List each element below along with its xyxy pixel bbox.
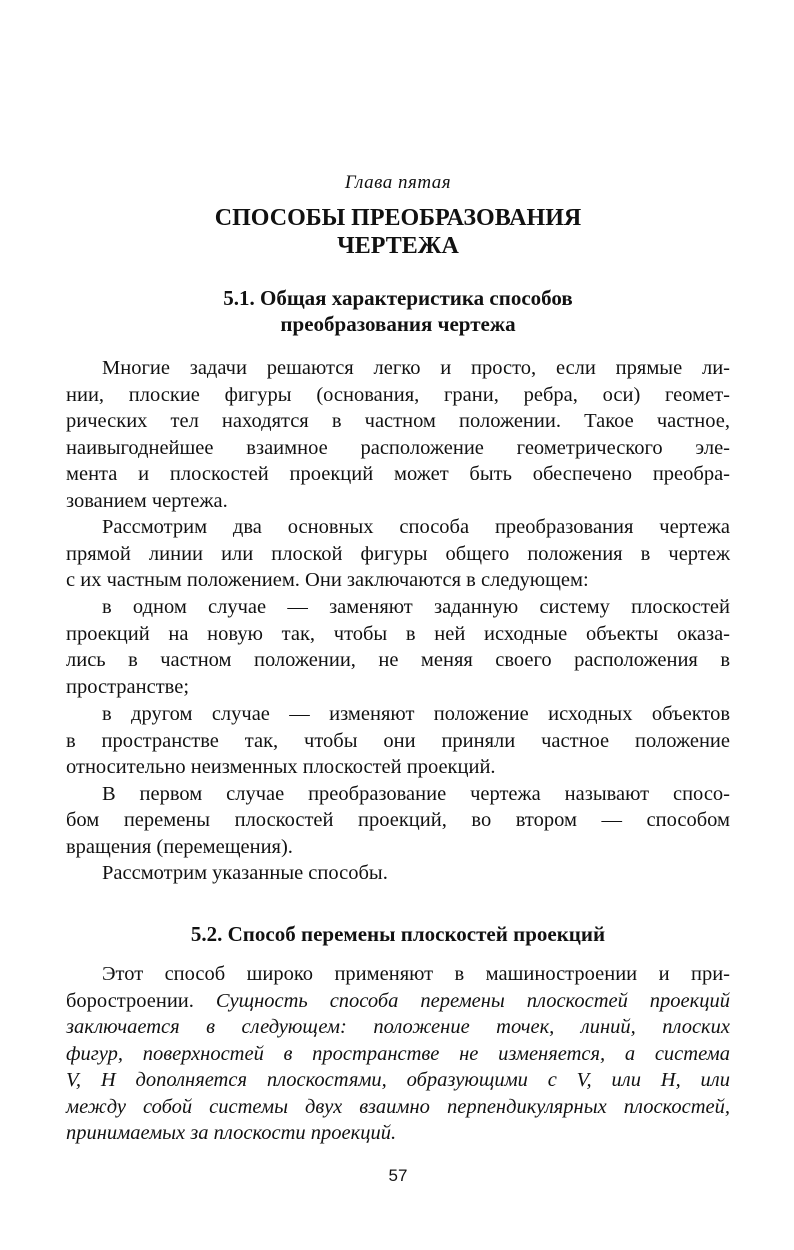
text-line: вращения (перемещения). [66, 835, 293, 858]
text-line: в одном случае — заменяют заданную систему плоскостей [102, 596, 730, 618]
italic-text-line: заключается в следующем: положение точек, линий, плоских [66, 1016, 730, 1038]
text-line: с их частным положением. Они заключаются в следующем: [66, 569, 589, 591]
text-line: зованием чертежа. [66, 489, 228, 512]
text-line: наивыгоднейшее взаимное расположение геометрического эле- [66, 436, 730, 459]
text-run: боростроении. [66, 989, 216, 1012]
text-line: лись в частном положении, не меняя своего расположения в [66, 649, 730, 671]
text-line: пространстве; [66, 675, 190, 698]
text-line: проекций на новую так, чтобы в ней исходные объекты оказа- [66, 622, 730, 645]
italic-text-line: между собой системы двух взаимно перпендикулярных плоскостей, [66, 1095, 730, 1118]
section-5-1-title-line-1: 5.1. Общая характеристика способов [223, 286, 573, 310]
text-line: Многие задачи решаются легко и просто, если прямые ли- [102, 357, 730, 379]
italic-text-line: V, H дополняется плоскостями, образующими с V, или H, или [66, 1069, 730, 1091]
italic-text-line: принимаемых за плоскости проекций. [66, 1122, 397, 1144]
section-5-1-title-line-2: преобразования чертежа [280, 312, 516, 336]
text-line: В первом случае преобразование чертежа называют спосо- [102, 782, 730, 805]
text-line: нии, плоские фигуры (основания, грани, ребра, оси) геомет- [66, 383, 730, 406]
text-line: рических тел находятся в частном положении. Такое частное, [66, 410, 730, 432]
italic-text-line: фигур, поверхностей в пространстве не изменяется, а система [66, 1042, 730, 1065]
text-line: Рассмотрим указанные способы. [102, 862, 388, 884]
text-line: в пространстве так, чтобы они приняли частное положение [66, 729, 730, 752]
page-number: 57 [388, 1166, 408, 1185]
chapter-label: Глава пятая [344, 172, 452, 193]
section-5-1-title [66, 285, 730, 337]
text-line: прямой линии или плоской фигуры общего положения в чертеж [66, 542, 730, 565]
book-page [66, 0, 730, 1250]
text-line: Рассмотрим два основных способа преобразования чертежа [102, 516, 730, 538]
chapter-title-line-2: ЧЕРТЕЖА [337, 233, 459, 259]
section-5-2-title: 5.2. Способ перемены плоскостей проекций [190, 922, 606, 946]
text-line: мента и плоскостей проекций может быть обеспечено преобра- [66, 463, 730, 485]
chapter-title [66, 204, 730, 260]
text-line: Этот способ широко применяют в машиностроении и при- [102, 963, 730, 985]
chapter-title-line-1: СПОСОБЫ ПРЕОБРАЗОВАНИЯ [214, 205, 582, 231]
text-line [66, 988, 730, 1015]
text-line: относительно неизменных плоскостей проекций. [66, 756, 496, 778]
text-line: в другом случае — изменяют положение исходных объектов [102, 703, 730, 725]
text-line: бом перемены плоскостей проекций, во втором — способом [66, 809, 730, 831]
italic-text-run: Сущность способа перемены плоскостей проекций [215, 989, 730, 1012]
